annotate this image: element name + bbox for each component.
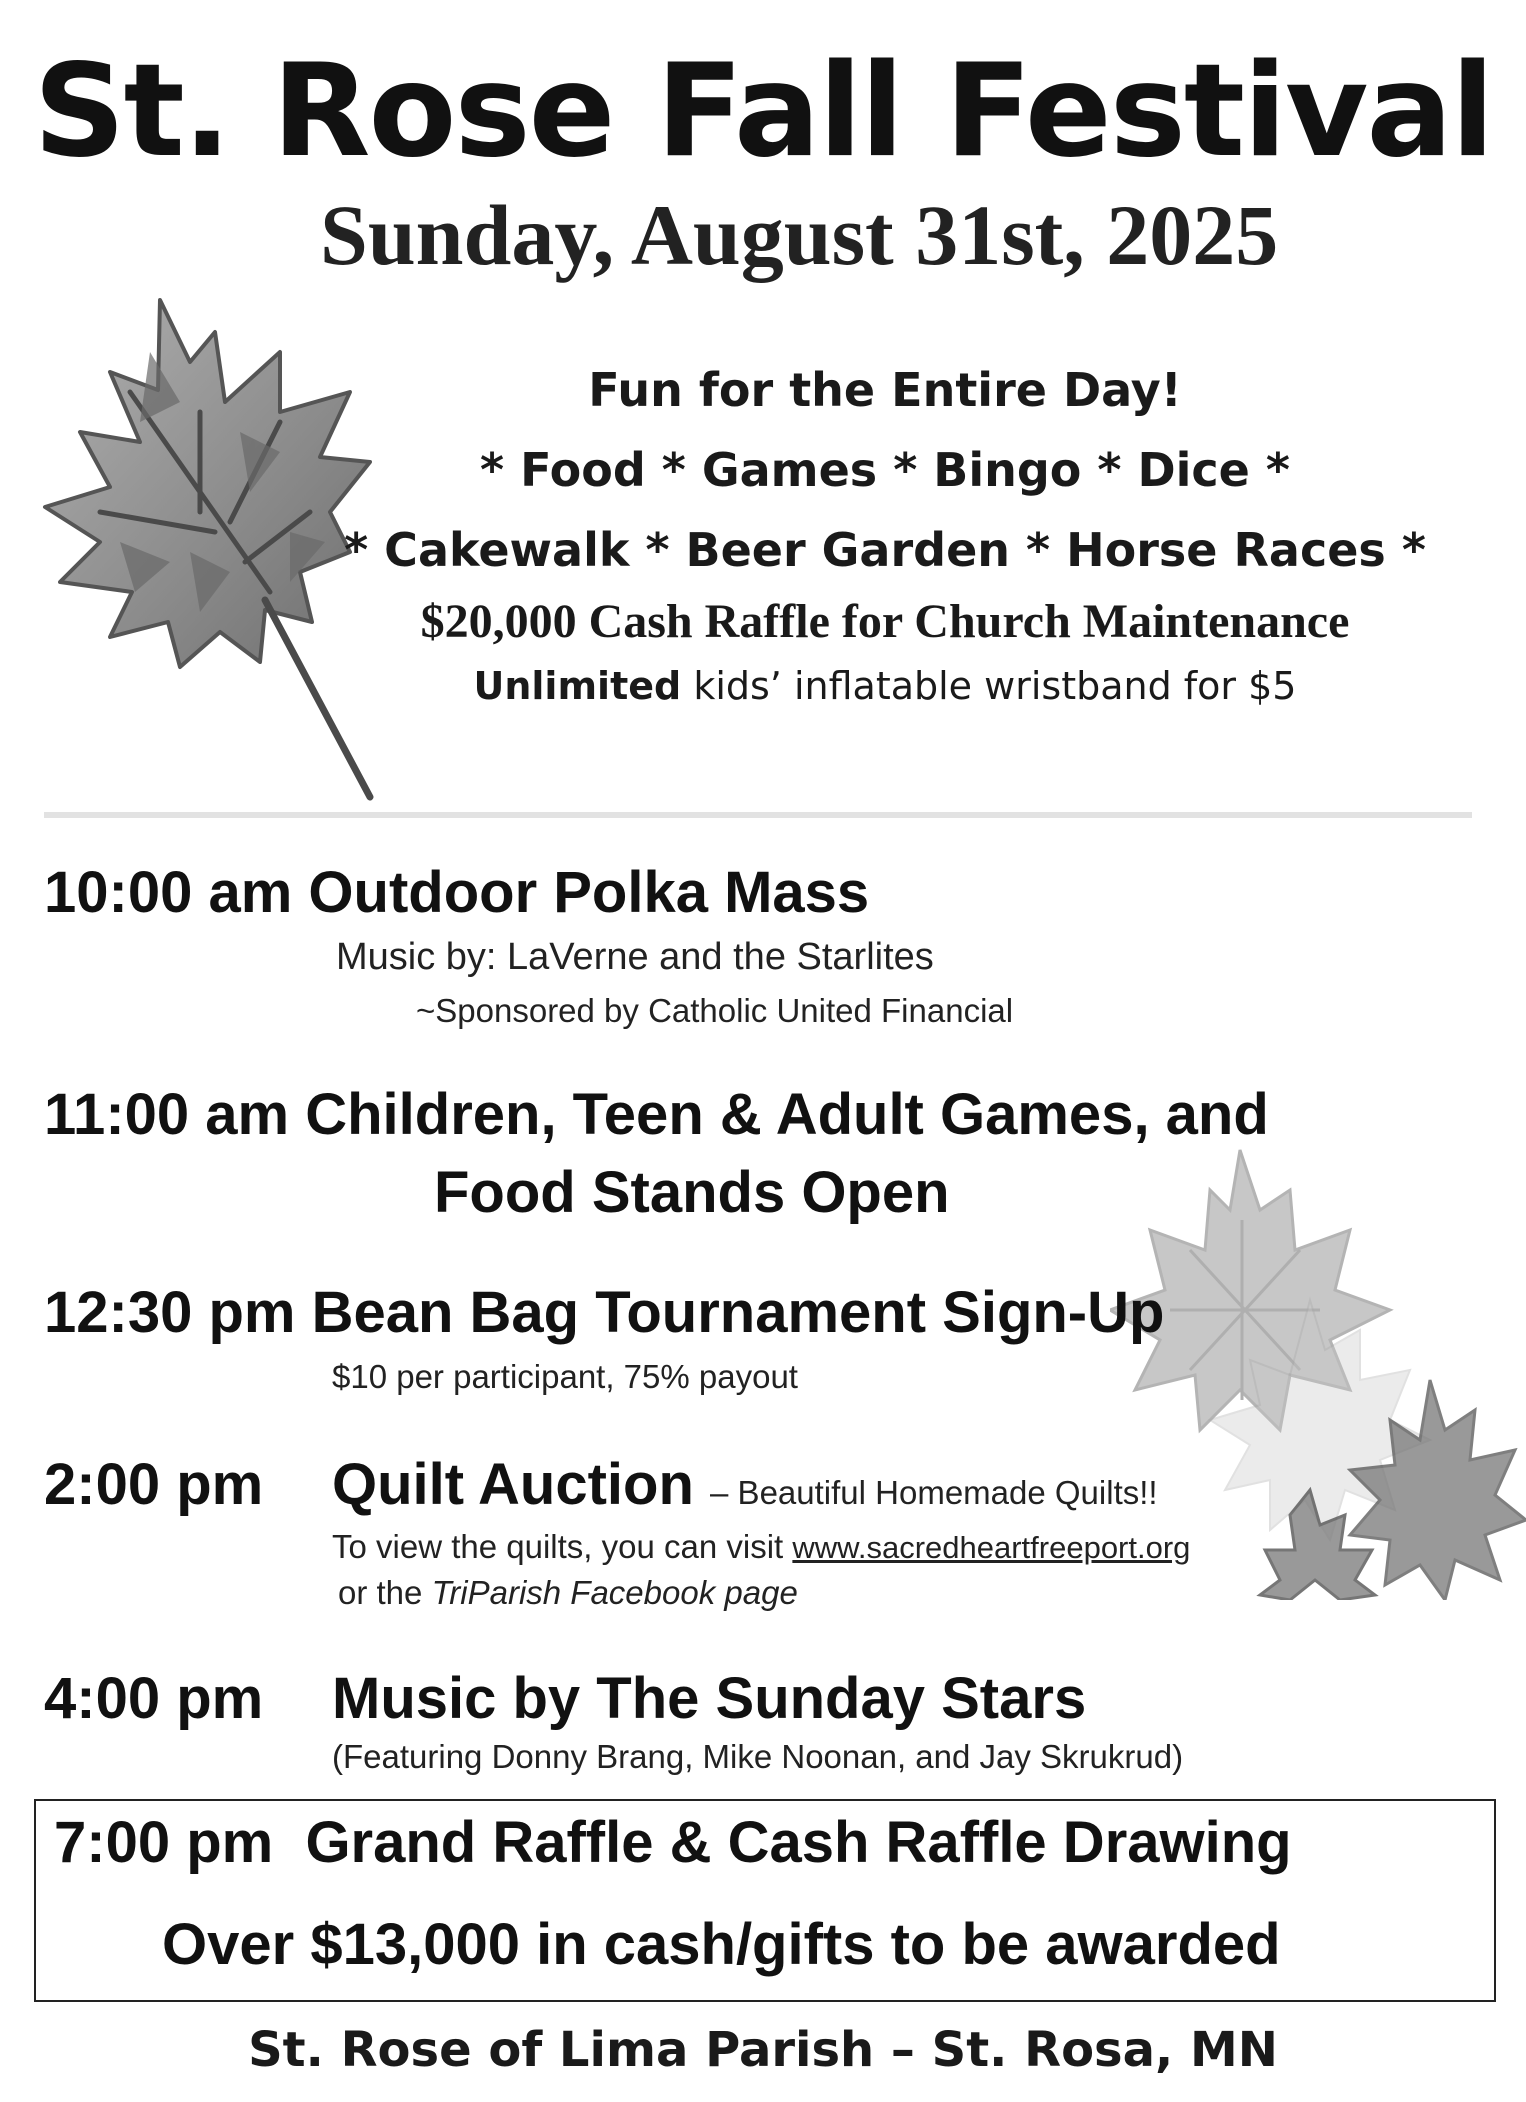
event-polka-mass [44, 860, 1484, 925]
wristband-text: kids’ inflatable wristband for $5 [681, 664, 1297, 708]
quilts-website-link[interactable]: www.sacredheartfreeport.org [792, 1530, 1191, 1565]
event-time: 12:30 pm [44, 1280, 296, 1345]
event-detail: Over $13,000 in cash/gifts to be awarded [162, 1912, 1281, 1977]
features-line-1: * Food * Games * Bingo * Dice * [480, 443, 1290, 497]
event-title: Grand Raffle & Cash Raffle Drawing [305, 1810, 1292, 1875]
features-block [330, 350, 1440, 718]
event-time: 10:00 am [44, 860, 293, 925]
event-time: 11:00 am [44, 1082, 290, 1147]
event-title: Children, Teen & Adult Games, and [305, 1082, 1269, 1147]
features-tagline: Fun for the Entire Day! [588, 363, 1182, 417]
page-title: St. Rose Fall Festival [33, 37, 1493, 186]
view-text: To view the quilts, you can visit [332, 1528, 784, 1565]
event-title: Music by The Sunday Stars [332, 1666, 1087, 1731]
wristband-bold: Unlimited [473, 664, 682, 708]
event-time: 7:00 pm [54, 1810, 274, 1875]
event-tagline: – Beautiful Homemade Quilts!! [710, 1474, 1158, 1511]
parish-footer: St. Rose of Lima Parish – St. Rosa, MN [248, 2022, 1278, 2078]
event-title: Outdoor Polka Mass [308, 860, 870, 925]
event-bean-bag [44, 1280, 1484, 1345]
event-games [44, 1082, 1484, 1147]
event-view-line [332, 1530, 1190, 1563]
facebook-page-text: TriParish Facebook page [431, 1574, 798, 1611]
event-detail: (Featuring Donny Brang, Mike Noonan, and Jay Skrukrud) [332, 1738, 1184, 1775]
event-title-line-2: Food Stands Open [434, 1160, 950, 1225]
event-detail: Music by: LaVerne and the Starlites [336, 936, 934, 978]
event-quilt-auction [44, 1452, 1484, 1517]
event-title: Quilt Auction [332, 1452, 694, 1517]
or-text: or the [338, 1574, 423, 1611]
event-sponsor: ~Sponsored by Catholic United Financial [416, 992, 1014, 1029]
event-time: 4:00 pm [44, 1666, 264, 1731]
features-line-2: * Cakewalk * Beer Garden * Horse Races * [344, 523, 1426, 577]
event-date: Sunday, August 31st, 2025 [320, 187, 1279, 283]
cash-raffle-line: $20,000 Cash Raffle for Church Maintenance [420, 595, 1350, 648]
divider [44, 812, 1472, 818]
event-title: Bean Bag Tournament Sign-Up [311, 1280, 1165, 1345]
event-sunday-stars [44, 1666, 1484, 1731]
wristband-line [330, 654, 1440, 718]
event-detail: $10 per participant, 75% payout [332, 1358, 798, 1395]
event-grand-raffle [54, 1810, 1494, 1875]
event-facebook-line [338, 1576, 798, 1609]
event-time: 2:00 pm [44, 1452, 264, 1517]
